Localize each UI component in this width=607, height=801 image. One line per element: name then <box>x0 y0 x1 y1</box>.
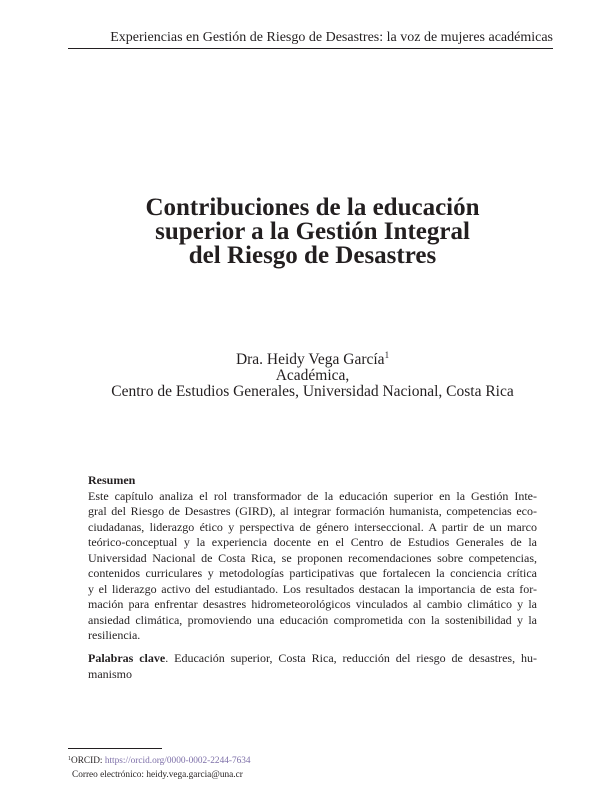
abstract-line: teórico-conceptual y la experiencia docente en el Centro de Estudios Generales de la <box>88 535 537 549</box>
keywords-text: . Educación superior, Costa Rica, reducción del riesgo de desastres, hu- <box>165 651 537 665</box>
footnote-orcid <box>68 754 251 768</box>
author-footnote-mark: 1 <box>384 350 390 360</box>
author-role: Académica, <box>275 367 350 384</box>
footnote-mark: 1 <box>68 756 71 762</box>
abstract-line: contenidos curriculares y metodologías participativas que fortalecen la conciencia crítica <box>88 566 537 580</box>
footnote-email: Correo electrónico: heidy.vega.garcia@una.cr <box>72 770 243 780</box>
abstract-heading: Resumen <box>88 473 136 487</box>
title-line: del Riesgo de Desastres <box>188 242 437 269</box>
abstract-line: y el liderazgo activo del estudiantado. Los resultados destacan la importancia de esta for- <box>88 581 537 596</box>
chapter-title <box>88 196 537 268</box>
orcid-label: ORCID: <box>71 756 103 766</box>
abstract-line: ciudadanas, liderazgo ético y perspectiva de género interseccional. A partir de un marco <box>88 519 537 534</box>
title-line: Contribuciones de la educación <box>145 194 480 221</box>
abstract-line: resiliencia. <box>88 628 141 642</box>
footnote-divider <box>68 748 162 749</box>
abstract-line: gral del Riesgo de Desastres (GIRD), al integrar formación humanista, competencias eco- <box>88 504 537 518</box>
keywords-section <box>88 651 537 682</box>
keywords-label: Palabras clave <box>88 651 166 665</box>
author-name: Dra. Heidy Vega García <box>235 351 385 368</box>
abstract-line: mación para enfrentar desastres hidrometeorológicos vinculados al cambio climático y la <box>88 597 537 611</box>
title-line: superior a la Gestión Integral <box>155 218 470 245</box>
author-block <box>88 352 537 400</box>
footnotes <box>68 754 251 782</box>
abstract-section <box>88 473 537 644</box>
author-affiliation: Centro de Estudios Generales, Universidad Nacional, Costa Rica <box>111 383 514 400</box>
orcid-link[interactable]: https://orcid.org/0000-0002-2244-7634 <box>104 756 251 766</box>
keywords-line <box>88 651 537 667</box>
abstract-line: ansiedad climática, promoviendo una educación comprometida con la sostenibilidad y la <box>88 612 537 627</box>
keywords-line: manismo <box>88 666 132 681</box>
author-name-line <box>88 352 537 368</box>
header-divider <box>68 48 553 49</box>
running-header-title: Experiencias en Gestión de Riesgo de Desastres: la voz de mujeres académicas <box>110 30 553 45</box>
abstract-line: Universidad Nacional de Costa Rica, se proponen recomendaciones sobre competencias, <box>88 550 537 565</box>
abstract-line: Este capítulo analiza el rol transformador de la educación superior en la Gestión Inte- <box>88 488 537 503</box>
